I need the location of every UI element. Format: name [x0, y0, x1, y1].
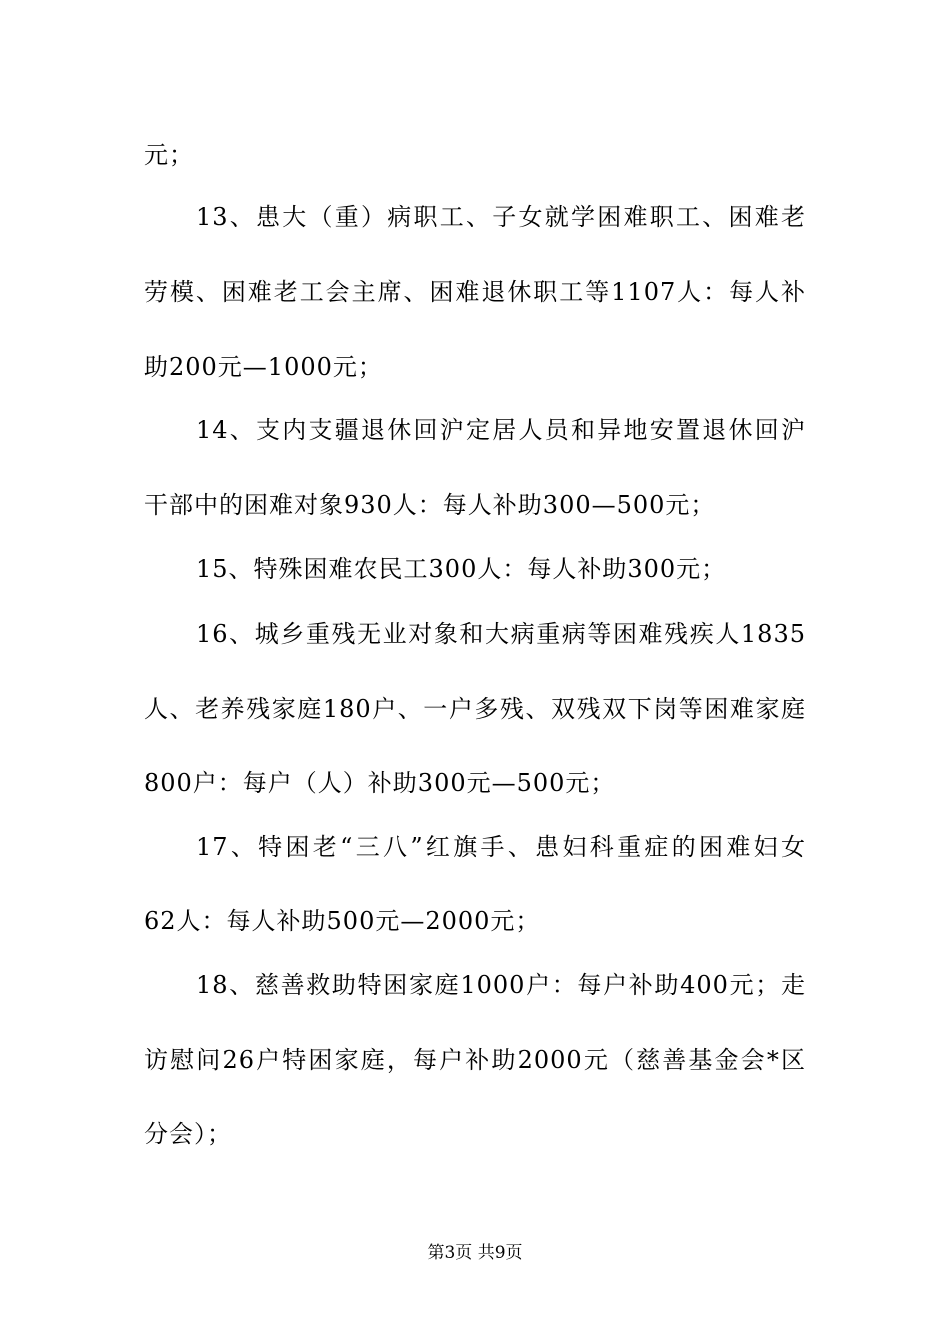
text-line: 15、特殊困难农民工300人：每人补助300元； — [196, 555, 727, 583]
text-line: 劳模、困难老工会主席、困难退休职工等1107人：每人补 — [144, 278, 806, 306]
text-line: 人、老养残家庭180户、一户多残、双残双下岗等困难家庭 — [144, 695, 806, 723]
text-line: 62人：每人补助500元—2000元； — [144, 907, 541, 935]
page-footer: 第3页 共9页 — [427, 1243, 523, 1263]
text-line: 16、城乡重残无业对象和大病重病等困难残疾人1835 — [196, 620, 806, 648]
text-line: 分会）； — [144, 1120, 232, 1148]
text-line: 14、支内支疆退休回沪定居人员和异地安置退休回沪 — [196, 416, 806, 444]
text-line: 助200元—1000元； — [144, 353, 383, 381]
text-line: 13、患大（重）病职工、子女就学困难职工、困难老 — [196, 203, 806, 231]
text-line: 800户：每户（人）补助300元—500元； — [144, 769, 616, 797]
text-line: 元； — [144, 141, 194, 169]
text-line: 干部中的困难对象930人：每人补助300—500元； — [144, 491, 716, 519]
text-line: 18、慈善救助特困家庭1000户：每户补助400元；走 — [196, 971, 806, 999]
text-line: 17、特困老“三八”红旗手、患妇科重症的困难妇女 — [196, 833, 806, 861]
text-line: 访慰问26户特困家庭，每户补助2000元（慈善基金会*区 — [144, 1046, 806, 1074]
